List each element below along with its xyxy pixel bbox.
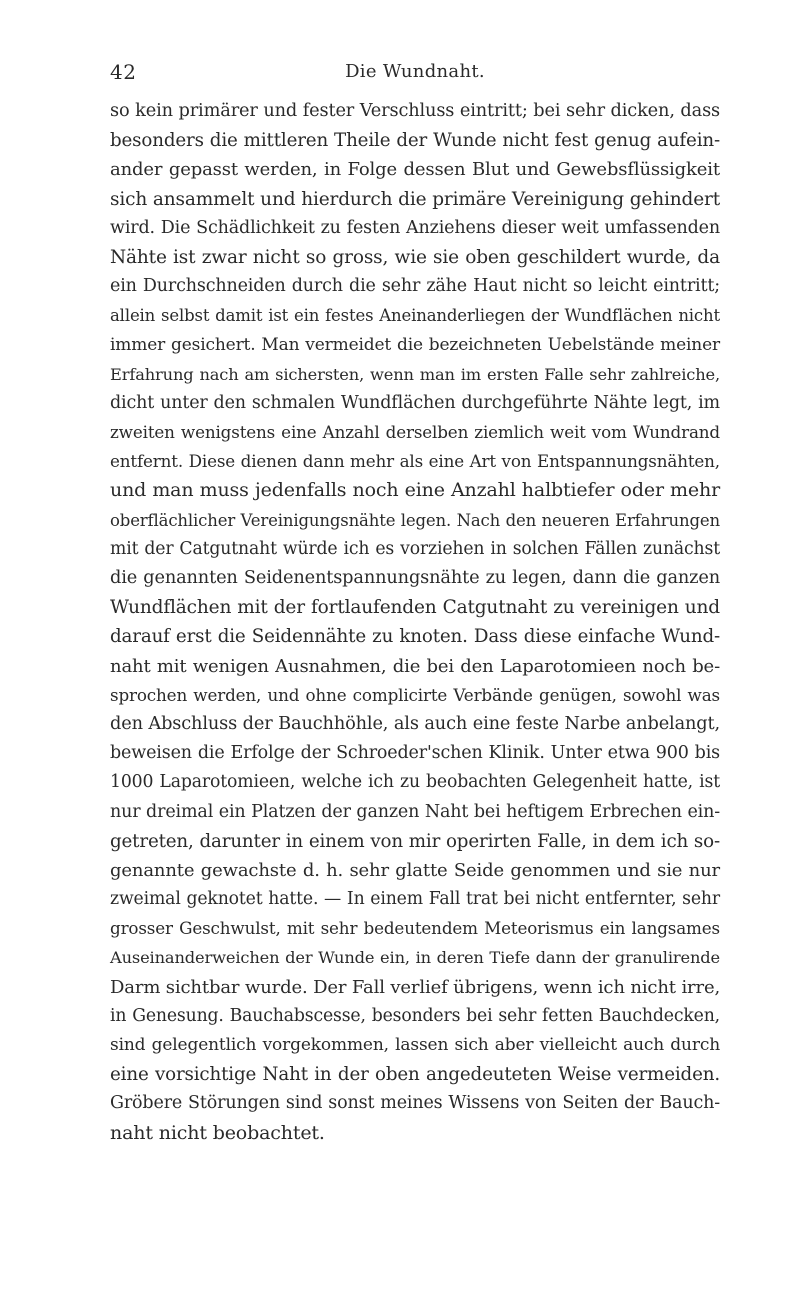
text-line: darauf erst die Seidennähte zu knoten. Dass diese einfache Wund- xyxy=(110,626,720,648)
text-line: sind gelegentlich vorgekommen, lassen sich aber vielleicht auch durch xyxy=(110,1035,720,1055)
text-line: besonders die mittleren Theile der Wunde nicht fest genug aufein- xyxy=(110,130,720,152)
running-head-title: Die Wundnaht. xyxy=(345,61,485,82)
text-line: entfernt. Diese dienen dann mehr als eine Art von Entspannungsnähten, xyxy=(110,451,720,472)
text-line-last: naht nicht beobachtet. xyxy=(110,1121,325,1144)
text-line: dicht unter den schmalen Wundflächen durchgeführte Nähte legt, im xyxy=(110,392,720,413)
text-line: allein selbst damit ist ein festes Aneinanderliegen der Wundflächen nicht xyxy=(110,306,720,326)
text-line: nur dreimal ein Platzen der ganzen Naht bei heftigem Erbrechen ein- xyxy=(110,801,720,822)
text-line: so kein primärer und fester Verschluss eintritt; bei sehr dicken, dass xyxy=(110,101,720,121)
text-line: Darm sichtbar wurde. Der Fall verlief übrigens, wenn ich nicht irre, xyxy=(110,976,721,998)
text-line: immer gesichert. Man vermeidet die bezeichneten Uebelstände meiner xyxy=(110,334,720,355)
text-line: und man muss jedenfalls noch eine Anzahl halbtiefer oder mehr xyxy=(110,479,720,502)
text-line: sprochen werden, und ohne complicirte Verbände genügen, sowohl was xyxy=(110,684,720,705)
text-line: zweiten wenigstens eine Anzahl derselben ziemlich weit vom Wundrand xyxy=(110,422,720,443)
text-line: ein Durchschneiden durch die sehr zähe Haut nicht so leicht eintritt; xyxy=(110,276,720,297)
text-line: sich ansammelt und hierdurch die primäre Vereinigung gehindert xyxy=(110,188,720,210)
text-line: Nähte ist zwar nicht so gross, wie sie oben geschildert wurde, da xyxy=(110,246,720,268)
text-line: grosser Geschwulst, mit sehr bedeutendem Meteorismus ein langsames xyxy=(110,918,720,939)
text-line: beweisen die Erfolge der Schroeder'schen Klinik. Unter etwa 900 bis xyxy=(110,743,720,764)
text-line: mit der Catgutnaht würde ich es vorziehen in solchen Fällen zunächst xyxy=(110,538,720,559)
text-line: naht mit wenigen Ausnahmen, die bei den Laparotomieen noch be- xyxy=(110,655,720,677)
text-line: Gröbere Störungen sind sonst meines Wissens von Seiten der Bauch- xyxy=(110,1093,720,1114)
text-line: 1000 Laparotomieen, welche ich zu beobachten Gelegenheit hatte, ist xyxy=(110,772,720,793)
page-number: 42 xyxy=(110,60,137,84)
text-line: zweimal geknotet hatte. — In einem Fall trat bei nicht entfernter, sehr xyxy=(110,889,720,910)
text-line: die genannten Seidenentspannungsnähte zu legen, dann die ganzen xyxy=(110,568,720,588)
text-line: Erfahrung nach am sichersten, wenn man im ersten Falle sehr zahlreiche, xyxy=(110,364,720,384)
text-line: genannte gewachste d. h. sehr glatte Seide genommen und sie nur xyxy=(110,859,720,881)
running-head xyxy=(110,60,720,86)
text-line: in Genesung. Bauchabscesse, besonders bei sehr fetten Bauchdecken, xyxy=(110,1005,720,1026)
text-line: ander gepasst werden, in Folge dessen Blut und Gewebsflüssigkeit xyxy=(110,159,720,181)
text-line: den Abschluss der Bauchhöhle, als auch eine feste Narbe anbelangt, xyxy=(110,713,720,734)
text-line: Wundflächen mit der fortlaufenden Catgutnaht zu vereinigen und xyxy=(110,597,720,619)
text-line: eine vorsichtige Naht in der oben angedeuteten Weise vermeiden. xyxy=(110,1064,720,1086)
text-line: Auseinanderweichen der Wunde ein, in deren Tiefe dann der granulirende xyxy=(110,948,720,968)
body-paragraph xyxy=(110,97,720,1148)
text-line: oberflächlicher Vereinigungsnähte legen. Nach den neueren Erfahrungen xyxy=(110,510,720,530)
text-line: getreten, darunter in einem von mir operirten Falle, in dem ich so- xyxy=(110,830,720,852)
text-line: wird. Die Schädlichkeit zu festen Anziehens dieser weit umfassenden xyxy=(110,217,720,238)
